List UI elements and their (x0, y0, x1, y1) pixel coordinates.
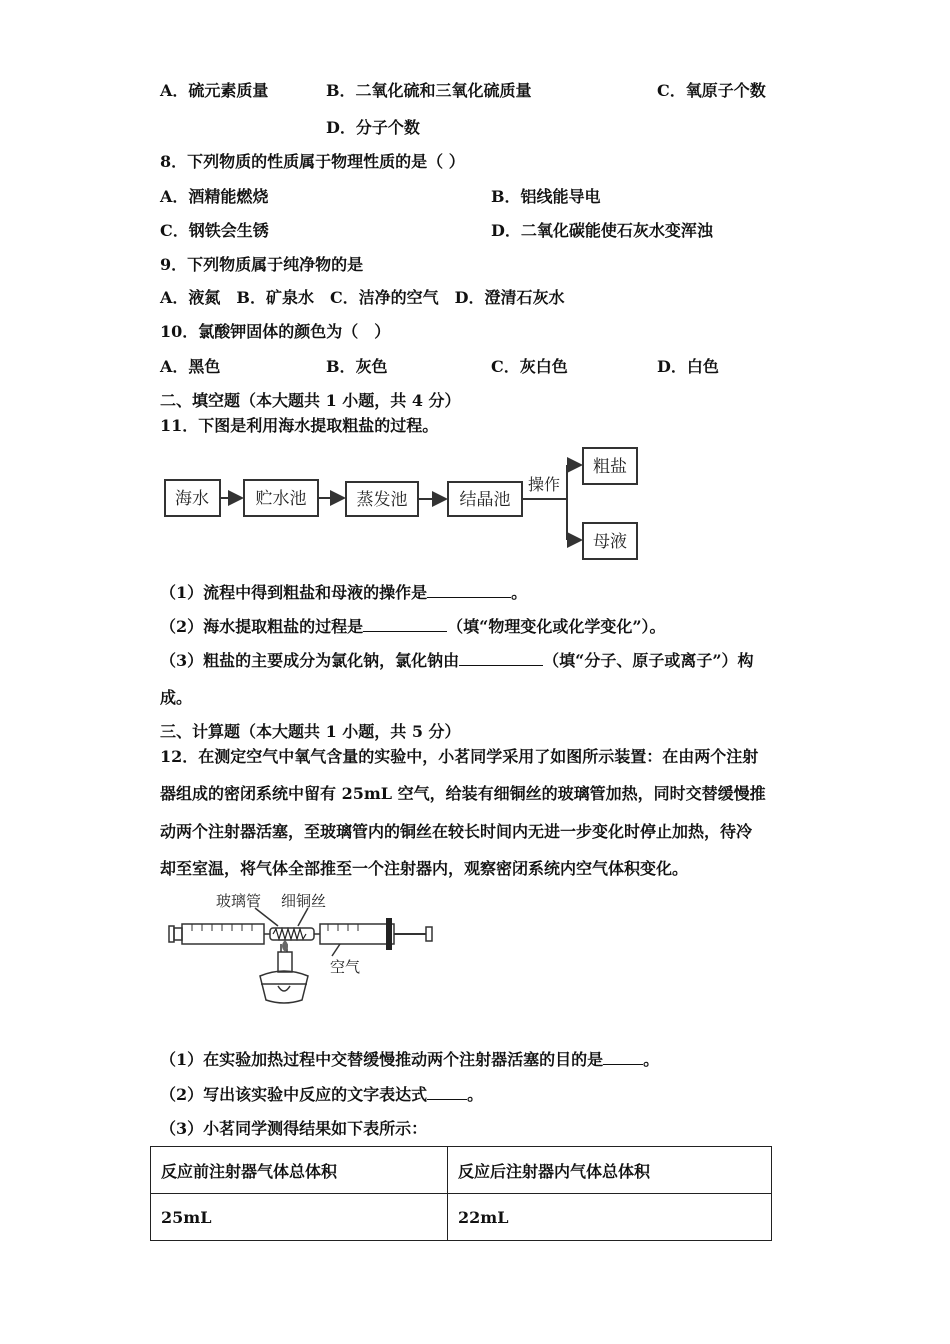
results-table (150, 1146, 772, 1241)
q8-option-b: B．铝线能导电 (491, 187, 601, 206)
table-header-after: 反应后注射器内气体总体积 (448, 1147, 772, 1194)
q11-sub3 (160, 648, 754, 671)
q11-stem: 11．下图是利用海水提取粗盐的过程。 (160, 416, 439, 435)
q12-stem-line-4: 却至室温，将气体全部推至一个注射器内，观察密闭系统内空气体积变化。 (160, 859, 689, 878)
q12-sub1-answer-blank (603, 1050, 643, 1065)
q11-sub3-continuation: 成。 (160, 688, 193, 707)
q12-sub1-end: 。 (643, 1050, 660, 1069)
label-copper-wire: 细铜丝 (281, 892, 327, 910)
q10-option-a: A．黑色 (160, 357, 221, 376)
q7-option-b: B．二氧化硫和三氧化硫质量 (326, 81, 532, 100)
label-air: 空气 (330, 958, 361, 976)
q11-sub2-text: （2）海水提取粗盐的过程是 (160, 617, 364, 636)
label-glass-tube: 玻璃管 (216, 892, 262, 910)
table-row (151, 1194, 772, 1241)
q12-sub3: （3）小茗同学测得结果如下表所示： (160, 1119, 428, 1138)
q12-stem-line-2: 器组成的密闭系统中留有 25mL 空气，给装有细铜丝的玻璃管加热，同时交替缓慢推 (160, 784, 766, 803)
salt-process-flow-diagram (160, 440, 650, 565)
q12-sub2-text: （2）写出该实验中反应的文字表达式 (160, 1085, 428, 1104)
q8-option-a: A．酒精能燃烧 (160, 187, 269, 206)
table-value-before: 25mL (151, 1194, 448, 1241)
q11-sub2 (160, 614, 666, 637)
q10-option-d: D．白色 (657, 357, 719, 376)
q11-sub1-text: （1）流程中得到粗盐和母液的操作是 (160, 583, 428, 602)
q12-sub2 (160, 1082, 483, 1105)
q12-stem-line-1: 12．在测定空气中氧气含量的实验中，小茗同学采用了如图所示装置：在由两个注射 (160, 747, 759, 766)
q9-stem: 9．下列物质属于纯净物的是 (160, 255, 364, 274)
q12-sub2-answer-blank (427, 1085, 467, 1100)
flow-box-storage-pool: 贮水池 (255, 489, 307, 509)
flow-box-seawater: 海水 (175, 489, 209, 509)
q11-sub1-end: 。 (511, 583, 528, 602)
q11-sub3-end: （填“分子、原子或离子”）构 (543, 651, 754, 670)
section-2-title: 二、填空题（本大题共 1 小题，共 4 分） (160, 391, 461, 410)
table-header-before: 反应前注射器气体总体积 (151, 1147, 448, 1194)
q7-option-a: A．硫元素质量 (160, 81, 269, 100)
q11-sub3-text: （3）粗盐的主要成分为氯化钠，氯化钠由 (160, 651, 460, 670)
q9-options: A．液氮 B．矿泉水 C．洁净的空气 D．澄清石灰水 (160, 288, 565, 307)
table-row (151, 1147, 772, 1194)
q7-option-d: D．分子个数 (326, 118, 420, 137)
q11-sub1-answer-blank (427, 583, 511, 598)
flow-operation-label: 操作 (527, 475, 561, 494)
syringe-apparatus-figure (160, 888, 440, 1008)
q11-sub2-answer-blank (363, 617, 447, 632)
q8-option-c: C．钢铁会生锈 (160, 221, 269, 240)
q12-sub1-text: （1）在实验加热过程中交替缓慢推动两个注射器活塞的目的是 (160, 1050, 604, 1069)
flow-box-mother-liquor: 母液 (593, 532, 627, 552)
q12-stem-line-3: 动两个注射器活塞，至玻璃管内的铜丝在较长时间内无进一步变化时停止加热，待冷 (160, 822, 753, 841)
q8-stem: 8．下列物质的性质属于物理性质的是（ ） (160, 152, 465, 171)
q8-option-d: D．二氧化碳能使石灰水变浑浊 (491, 221, 713, 240)
section-3-title: 三、计算题（本大题共 1 小题，共 5 分） (160, 722, 461, 741)
flow-box-evaporation-pool: 蒸发池 (356, 490, 408, 510)
flow-box-crystallization-pool: 结晶池 (459, 490, 511, 510)
q10-option-c: C．灰白色 (491, 357, 568, 376)
q7-option-c: C．氧原子个数 (657, 81, 766, 100)
flow-box-crude-salt: 粗盐 (593, 457, 627, 477)
table-value-after: 22mL (448, 1194, 772, 1241)
q11-sub3-answer-blank (459, 651, 543, 666)
q11-sub1 (160, 580, 527, 603)
q12-sub2-end: 。 (467, 1085, 484, 1104)
q10-stem: 10．氯酸钾固体的颜色为（ ） (160, 322, 391, 341)
q10-option-b: B．灰色 (326, 357, 388, 376)
q11-sub2-end: （填“物理变化或化学变化”）。 (447, 617, 666, 636)
q12-sub1 (160, 1047, 659, 1070)
